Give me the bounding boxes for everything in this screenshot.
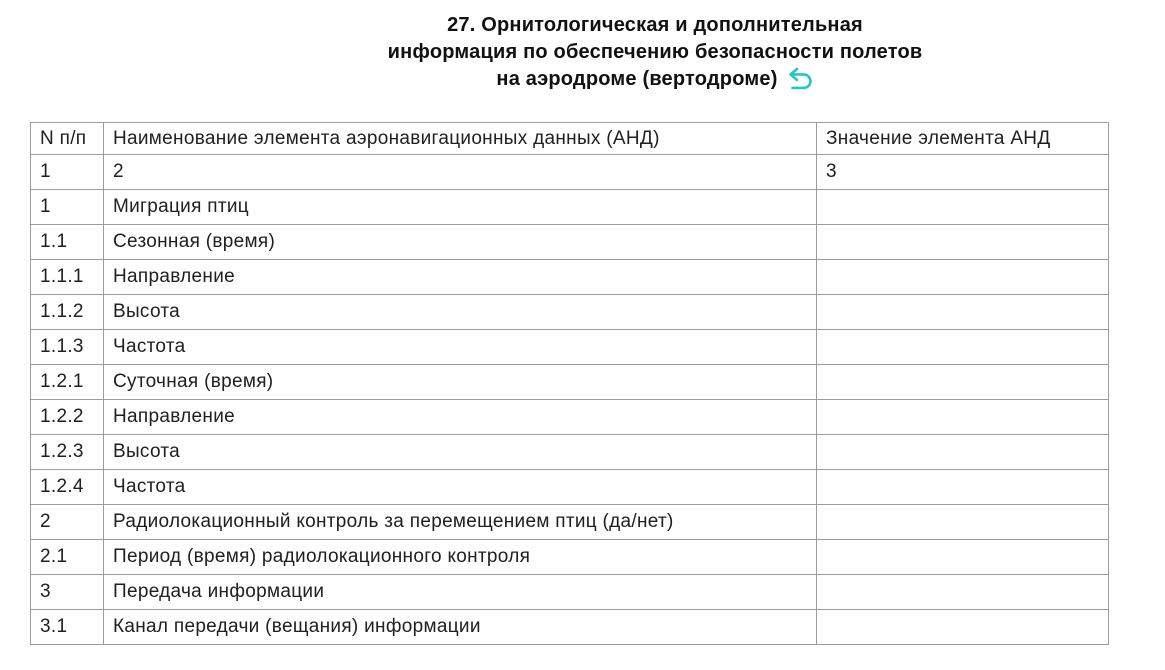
row-name: Передача информации (104, 575, 817, 610)
row-value (817, 610, 1109, 645)
column-index-row (31, 155, 1109, 190)
table-row (31, 435, 1109, 470)
index-cell-name: 2 (104, 155, 817, 190)
row-num: 1.2.4 (31, 470, 104, 505)
row-value (817, 400, 1109, 435)
undo-arrow-icon[interactable] (787, 66, 814, 99)
table-row (31, 540, 1109, 575)
table-row (31, 575, 1109, 610)
row-num: 2.1 (31, 540, 104, 575)
row-value (817, 260, 1109, 295)
row-num: 1.1.1 (31, 260, 104, 295)
col-header-num: N п/п (31, 123, 104, 155)
row-value (817, 505, 1109, 540)
col-header-value: Значение элемента АНД (817, 123, 1109, 155)
row-name: Высота (104, 435, 817, 470)
row-value (817, 330, 1109, 365)
page-title-line-1: 27. Орнитологическая и дополнительная (447, 14, 863, 36)
row-name: Сезонная (время) (104, 225, 817, 260)
row-value (817, 295, 1109, 330)
row-name: Канал передачи (вещания) информации (104, 610, 817, 645)
table-row (31, 190, 1109, 225)
table-header-row (31, 123, 1109, 155)
table-header (31, 123, 1109, 155)
table-row (31, 295, 1109, 330)
table-body (31, 155, 1109, 645)
row-value (817, 435, 1109, 470)
row-num: 1.1.2 (31, 295, 104, 330)
and-elements-table (30, 122, 1109, 645)
table-row (31, 400, 1109, 435)
row-name: Частота (104, 330, 817, 365)
table-row (31, 365, 1109, 400)
row-num: 1.1.3 (31, 330, 104, 365)
page-title-line-3-text: на аэродроме (вертодроме) (496, 68, 778, 90)
page-title-line-2: информация по обеспечению безопасности полетов (387, 41, 923, 63)
table-row (31, 610, 1109, 645)
index-cell-num: 1 (31, 155, 104, 190)
row-num: 1.2.3 (31, 435, 104, 470)
row-name: Миграция птиц (104, 190, 817, 225)
row-name: Направление (104, 400, 817, 435)
table-row (31, 225, 1109, 260)
row-num: 1.1 (31, 225, 104, 260)
row-num: 3 (31, 575, 104, 610)
row-value (817, 575, 1109, 610)
row-value (817, 470, 1109, 505)
page-title (145, 12, 1165, 99)
table-row (31, 260, 1109, 295)
row-num: 1.2.1 (31, 365, 104, 400)
row-value (817, 225, 1109, 260)
row-value (817, 540, 1109, 575)
col-header-name: Наименование элемента аэронавигационных данных (АНД) (104, 123, 817, 155)
row-name: Период (время) радиолокационного контроля (104, 540, 817, 575)
table-row (31, 505, 1109, 540)
row-num: 1 (31, 190, 104, 225)
row-num: 2 (31, 505, 104, 540)
row-value (817, 365, 1109, 400)
row-name: Направление (104, 260, 817, 295)
row-value (817, 190, 1109, 225)
index-cell-value: 3 (817, 155, 1109, 190)
row-name: Радиолокационный контроль за перемещением птиц (да/нет) (104, 505, 817, 540)
row-num: 1.2.2 (31, 400, 104, 435)
row-name: Частота (104, 470, 817, 505)
table-row (31, 330, 1109, 365)
table-row (31, 470, 1109, 505)
row-name: Суточная (время) (104, 365, 817, 400)
page-title-line-3 (145, 66, 1165, 99)
row-num: 3.1 (31, 610, 104, 645)
row-name: Высота (104, 295, 817, 330)
